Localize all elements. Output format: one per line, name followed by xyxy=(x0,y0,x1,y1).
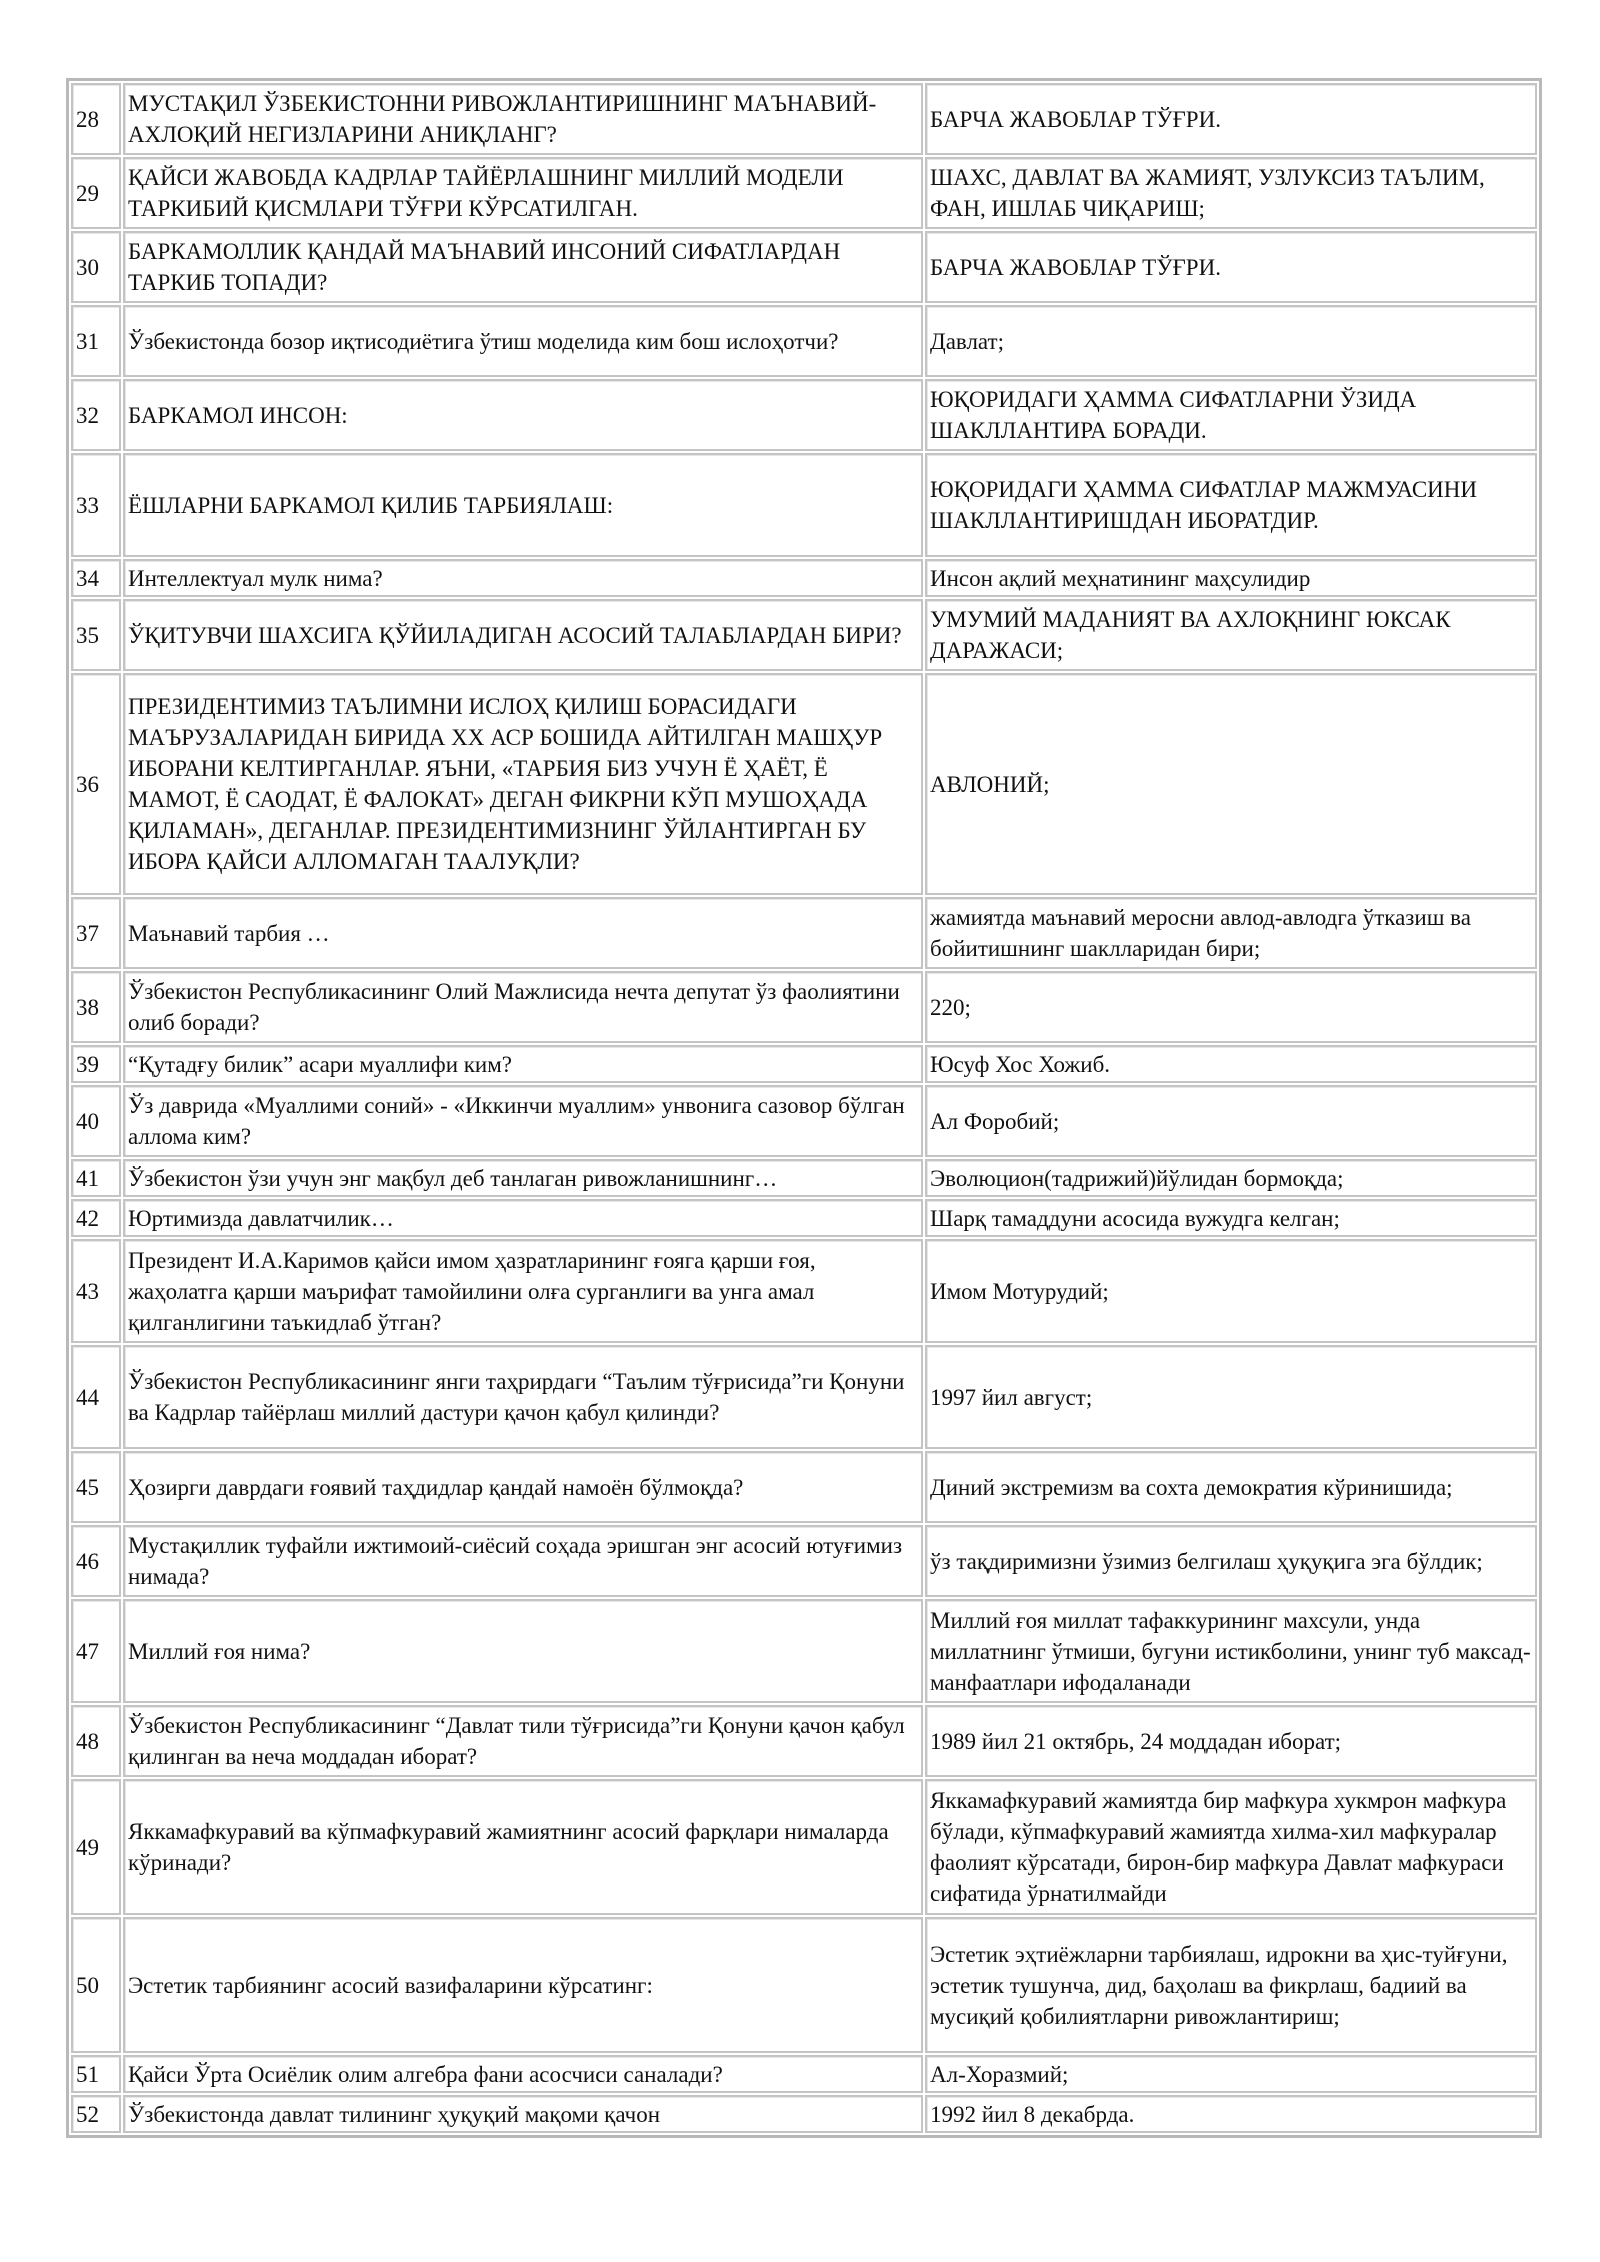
question-cell: Президент И.А.Каримов қайси имом ҳазратларининг ғояга қарши ғоя, жаҳолатга қарши маърифат тамойилини олға сурганлиги ва унга амал қилганлигини таъкидлаб ўтган? xyxy=(123,1239,923,1343)
table-row xyxy=(71,231,1537,303)
row-number: 46 xyxy=(71,1525,121,1597)
answer-cell: ЮҚОРИДАГИ ҲАММА СИФАТЛАР МАЖМУАСИНИ ШАКЛЛАНТИРИШДАН ИБОРАТДИР. xyxy=(925,453,1537,557)
row-number: 35 xyxy=(71,599,121,671)
table-row xyxy=(71,1239,1537,1343)
answer-cell: БАРЧА ЖАВОБЛАР ТЎҒРИ. xyxy=(925,231,1537,303)
answer-cell: Шарқ тамаддуни асосида вужудга келган; xyxy=(925,1199,1537,1237)
table-row xyxy=(71,971,1537,1043)
answer-cell: БАРЧА ЖАВОБЛАР ТЎҒРИ. xyxy=(925,83,1537,155)
answer-cell: Инсон ақлий меҳнатининг маҳсулидир xyxy=(925,559,1537,597)
row-number: 43 xyxy=(71,1239,121,1343)
question-cell: ЎҚИТУВЧИ ШАХСИГА ҚЎЙИЛАДИГАН АСОСИЙ ТАЛАБЛАРДАН БИРИ? xyxy=(123,599,923,671)
question-cell: Маънавий тарбия … xyxy=(123,897,923,969)
answer-cell: Яккамафкуравий жамиятда бир мафкура хукмрон мафкура бўлади, кўпмафкуравий жамиятда хилма-хил мафкуралар фаолият кўрсатади, бирон-бир мафкура Давлат мафкураси сифатида ўрнатилмайди xyxy=(925,1779,1537,1915)
row-number: 44 xyxy=(71,1345,121,1449)
row-number: 50 xyxy=(71,1917,121,2053)
row-number: 30 xyxy=(71,231,121,303)
table-row xyxy=(71,1705,1537,1777)
answer-cell: Имом Мотурудий; xyxy=(925,1239,1537,1343)
row-number: 39 xyxy=(71,1045,121,1083)
table-row xyxy=(71,453,1537,557)
row-number: 47 xyxy=(71,1599,121,1703)
question-cell: ҚАЙСИ ЖАВОБДА КАДРЛАР ТАЙЁРЛАШНИНГ МИЛЛИЙ МОДЕЛИ ТАРКИБИЙ ҚИСМЛАРИ ТЎҒРИ КЎРСАТИЛГАН. xyxy=(123,157,923,229)
table-row xyxy=(71,1525,1537,1597)
question-cell: Эстетик тарбиянинг асосий вазифаларини кўрсатинг: xyxy=(123,1917,923,2053)
question-cell: Ўзбекистонда давлат тилининг ҳуқуқий мақоми қачон xyxy=(123,2095,923,2133)
question-cell: Ўзбекистон Республикасининг “Давлат тили тўғрисида”ги Қонуни қачон қабул қилинган ва неча моддадан иборат? xyxy=(123,1705,923,1777)
table-row xyxy=(71,1345,1537,1449)
table-row xyxy=(71,1045,1537,1083)
question-cell: МУСТАҚИЛ ЎЗБЕКИСТОННИ РИВОЖЛАНТИРИШНИНГ МАЪНАВИЙ-АХЛОҚИЙ НЕГИЗЛАРИНИ АНИҚЛАНГ? xyxy=(123,83,923,155)
row-number: 42 xyxy=(71,1199,121,1237)
row-number: 38 xyxy=(71,971,121,1043)
question-cell: Интеллектуал мулк нима? xyxy=(123,559,923,597)
row-number: 36 xyxy=(71,673,121,895)
question-cell: Ўзбекистонда бозор иқтисодиётига ўтиш моделида ким бош ислоҳотчи? xyxy=(123,305,923,377)
row-number: 51 xyxy=(71,2055,121,2093)
question-cell: Ҳозирги даврдаги ғоявий таҳдидлар қандай намоён бўлмоқда? xyxy=(123,1451,923,1523)
row-number: 49 xyxy=(71,1779,121,1915)
answer-cell: жамиятда маънавий меросни авлод-авлодга ўтказиш ва бойитишнинг шаклларидан бири; xyxy=(925,897,1537,969)
table-row xyxy=(71,1599,1537,1703)
table-row xyxy=(71,1917,1537,2053)
answer-cell: Миллий ғоя миллат тафаккурининг махсули, унда миллатнинг ўтмиши, бугуни истикболини, унинг туб максад-манфаатлари ифодаланади xyxy=(925,1599,1537,1703)
row-number: 32 xyxy=(71,379,121,451)
table-row xyxy=(71,673,1537,895)
table-row xyxy=(71,379,1537,451)
row-number: 37 xyxy=(71,897,121,969)
table-row xyxy=(71,1779,1537,1915)
question-cell: Юртимизда давлатчилик… xyxy=(123,1199,923,1237)
row-number: 41 xyxy=(71,1159,121,1197)
answer-cell: Эстетик эҳтиёжларни тарбиялаш, идрокни ва ҳис-туйғуни, эстетик тушунча, дид, баҳолаш ва фикрлаш, бадиий ва мусиқий қобилиятларни ривожлантириш; xyxy=(925,1917,1537,2053)
table-row xyxy=(71,1451,1537,1523)
question-cell: Яккамафкуравий ва кўпмафкуравий жамиятнинг асосий фарқлари нималарда кўринади? xyxy=(123,1779,923,1915)
answer-cell: ЮҚОРИДАГИ ҲАММА СИФАТЛАРНИ ЎЗИДА ШАКЛЛАНТИРА БОРАДИ. xyxy=(925,379,1537,451)
question-cell: Ўзбекистон ўзи учун энг мақбул деб танлаган ривожланишнинг… xyxy=(123,1159,923,1197)
question-cell: БАРКАМОЛ ИНСОН: xyxy=(123,379,923,451)
table-row xyxy=(71,305,1537,377)
answer-cell: Диний экстремизм ва сохта демократия кўринишида; xyxy=(925,1451,1537,1523)
question-cell: Мустақиллик туфайли ижтимоий-сиёсий соҳада эришган энг асосий ютуғимиз нимада? xyxy=(123,1525,923,1597)
table-row xyxy=(71,1085,1537,1157)
row-number: 29 xyxy=(71,157,121,229)
answer-cell: 1992 йил 8 декабрда. xyxy=(925,2095,1537,2133)
table-row xyxy=(71,2095,1537,2133)
answer-cell: Эволюцион(тадрижий)йўлидан бормоқда; xyxy=(925,1159,1537,1197)
question-cell: ПРЕЗИДЕНТИМИЗ ТАЪЛИМНИ ИСЛОҲ ҚИЛИШ БОРАСИДАГИ МАЪРУЗАЛАРИДАН БИРИДА XX АСР БОШИДА АЙТИЛГАН МАШҲУР ИБОРАНИ КЕЛТИРГАНЛАР. ЯЪНИ, «ТАРБИЯ БИЗ УЧУН Ё ҲАЁТ, Ё МАМОТ, Ё САОДАТ, Ё ФАЛОКАТ» ДЕГАН ФИКРНИ КЎП МУШОҲАДА ҚИЛАМАН», ДЕГАНЛАР. ПРЕЗИДЕНТИМИЗНИНГ ЎЙЛАНТИРГАН БУ ИБОРА ҚАЙСИ АЛЛОМАГАН ТААЛУҚЛИ? xyxy=(123,673,923,895)
table-row xyxy=(71,2055,1537,2093)
row-number: 33 xyxy=(71,453,121,557)
question-cell: Ўз даврида «Муаллими соний» - «Иккинчи муаллим» унвонига сазовор бўлган аллома ким? xyxy=(123,1085,923,1157)
question-cell: ЁШЛАРНИ БАРКАМОЛ ҚИЛИБ ТАРБИЯЛАШ: xyxy=(123,453,923,557)
question-cell: Ўзбекистон Республикасининг Олий Мажлисида нечта депутат ўз фаолиятини олиб боради? xyxy=(123,971,923,1043)
answer-cell: ШАХС, ДАВЛАТ ВА ЖАМИЯТ, УЗЛУКСИЗ ТАЪЛИМ, ФАН, ИШЛАБ ЧИҚАРИШ; xyxy=(925,157,1537,229)
table-row xyxy=(71,83,1537,155)
row-number: 48 xyxy=(71,1705,121,1777)
question-cell: Ўзбекистон Республикасининг янги таҳрирдаги “Таълим тўғрисида”ги Қонуни ва Кадрлар тайёрлаш миллий дастури қачон қабул қилинди? xyxy=(123,1345,923,1449)
answer-cell: 1989 йил 21 октябрь, 24 моддадан иборат; xyxy=(925,1705,1537,1777)
answer-cell: Юсуф Хос Хожиб. xyxy=(925,1045,1537,1083)
row-number: 45 xyxy=(71,1451,121,1523)
table-row xyxy=(71,1199,1537,1237)
table-row xyxy=(71,157,1537,229)
qa-table-body xyxy=(71,83,1537,2133)
answer-cell: Ал Форобий; xyxy=(925,1085,1537,1157)
answer-cell: 220; xyxy=(925,971,1537,1043)
row-number: 31 xyxy=(71,305,121,377)
row-number: 28 xyxy=(71,83,121,155)
question-cell: “Қутадғу билик” асари муаллифи ким? xyxy=(123,1045,923,1083)
row-number: 40 xyxy=(71,1085,121,1157)
table-row xyxy=(71,599,1537,671)
answer-cell: АВЛОНИЙ; xyxy=(925,673,1537,895)
table-row xyxy=(71,559,1537,597)
answer-cell: УМУМИЙ МАДАНИЯТ ВА АХЛОҚНИНГ ЮКСАК ДАРАЖАСИ; xyxy=(925,599,1537,671)
answer-cell: ўз тақдиримизни ўзимиз белгилаш ҳуқуқига эга бўлдик; xyxy=(925,1525,1537,1597)
row-number: 52 xyxy=(71,2095,121,2133)
answer-cell: Ал-Хоразмий; xyxy=(925,2055,1537,2093)
table-row xyxy=(71,897,1537,969)
question-cell: Миллий ғоя нима? xyxy=(123,1599,923,1703)
table-row xyxy=(71,1159,1537,1197)
question-cell: БАРКАМОЛЛИК ҚАНДАЙ МАЪНАВИЙ ИНСОНИЙ СИФАТЛАРДАН ТАРКИБ ТОПАДИ? xyxy=(123,231,923,303)
row-number: 34 xyxy=(71,559,121,597)
answer-cell: 1997 йил август; xyxy=(925,1345,1537,1449)
question-cell: Қайси Ўрта Осиёлик олим алгебра фани асосчиси саналади? xyxy=(123,2055,923,2093)
answer-cell: Давлат; xyxy=(925,305,1537,377)
qa-table xyxy=(66,78,1542,2138)
